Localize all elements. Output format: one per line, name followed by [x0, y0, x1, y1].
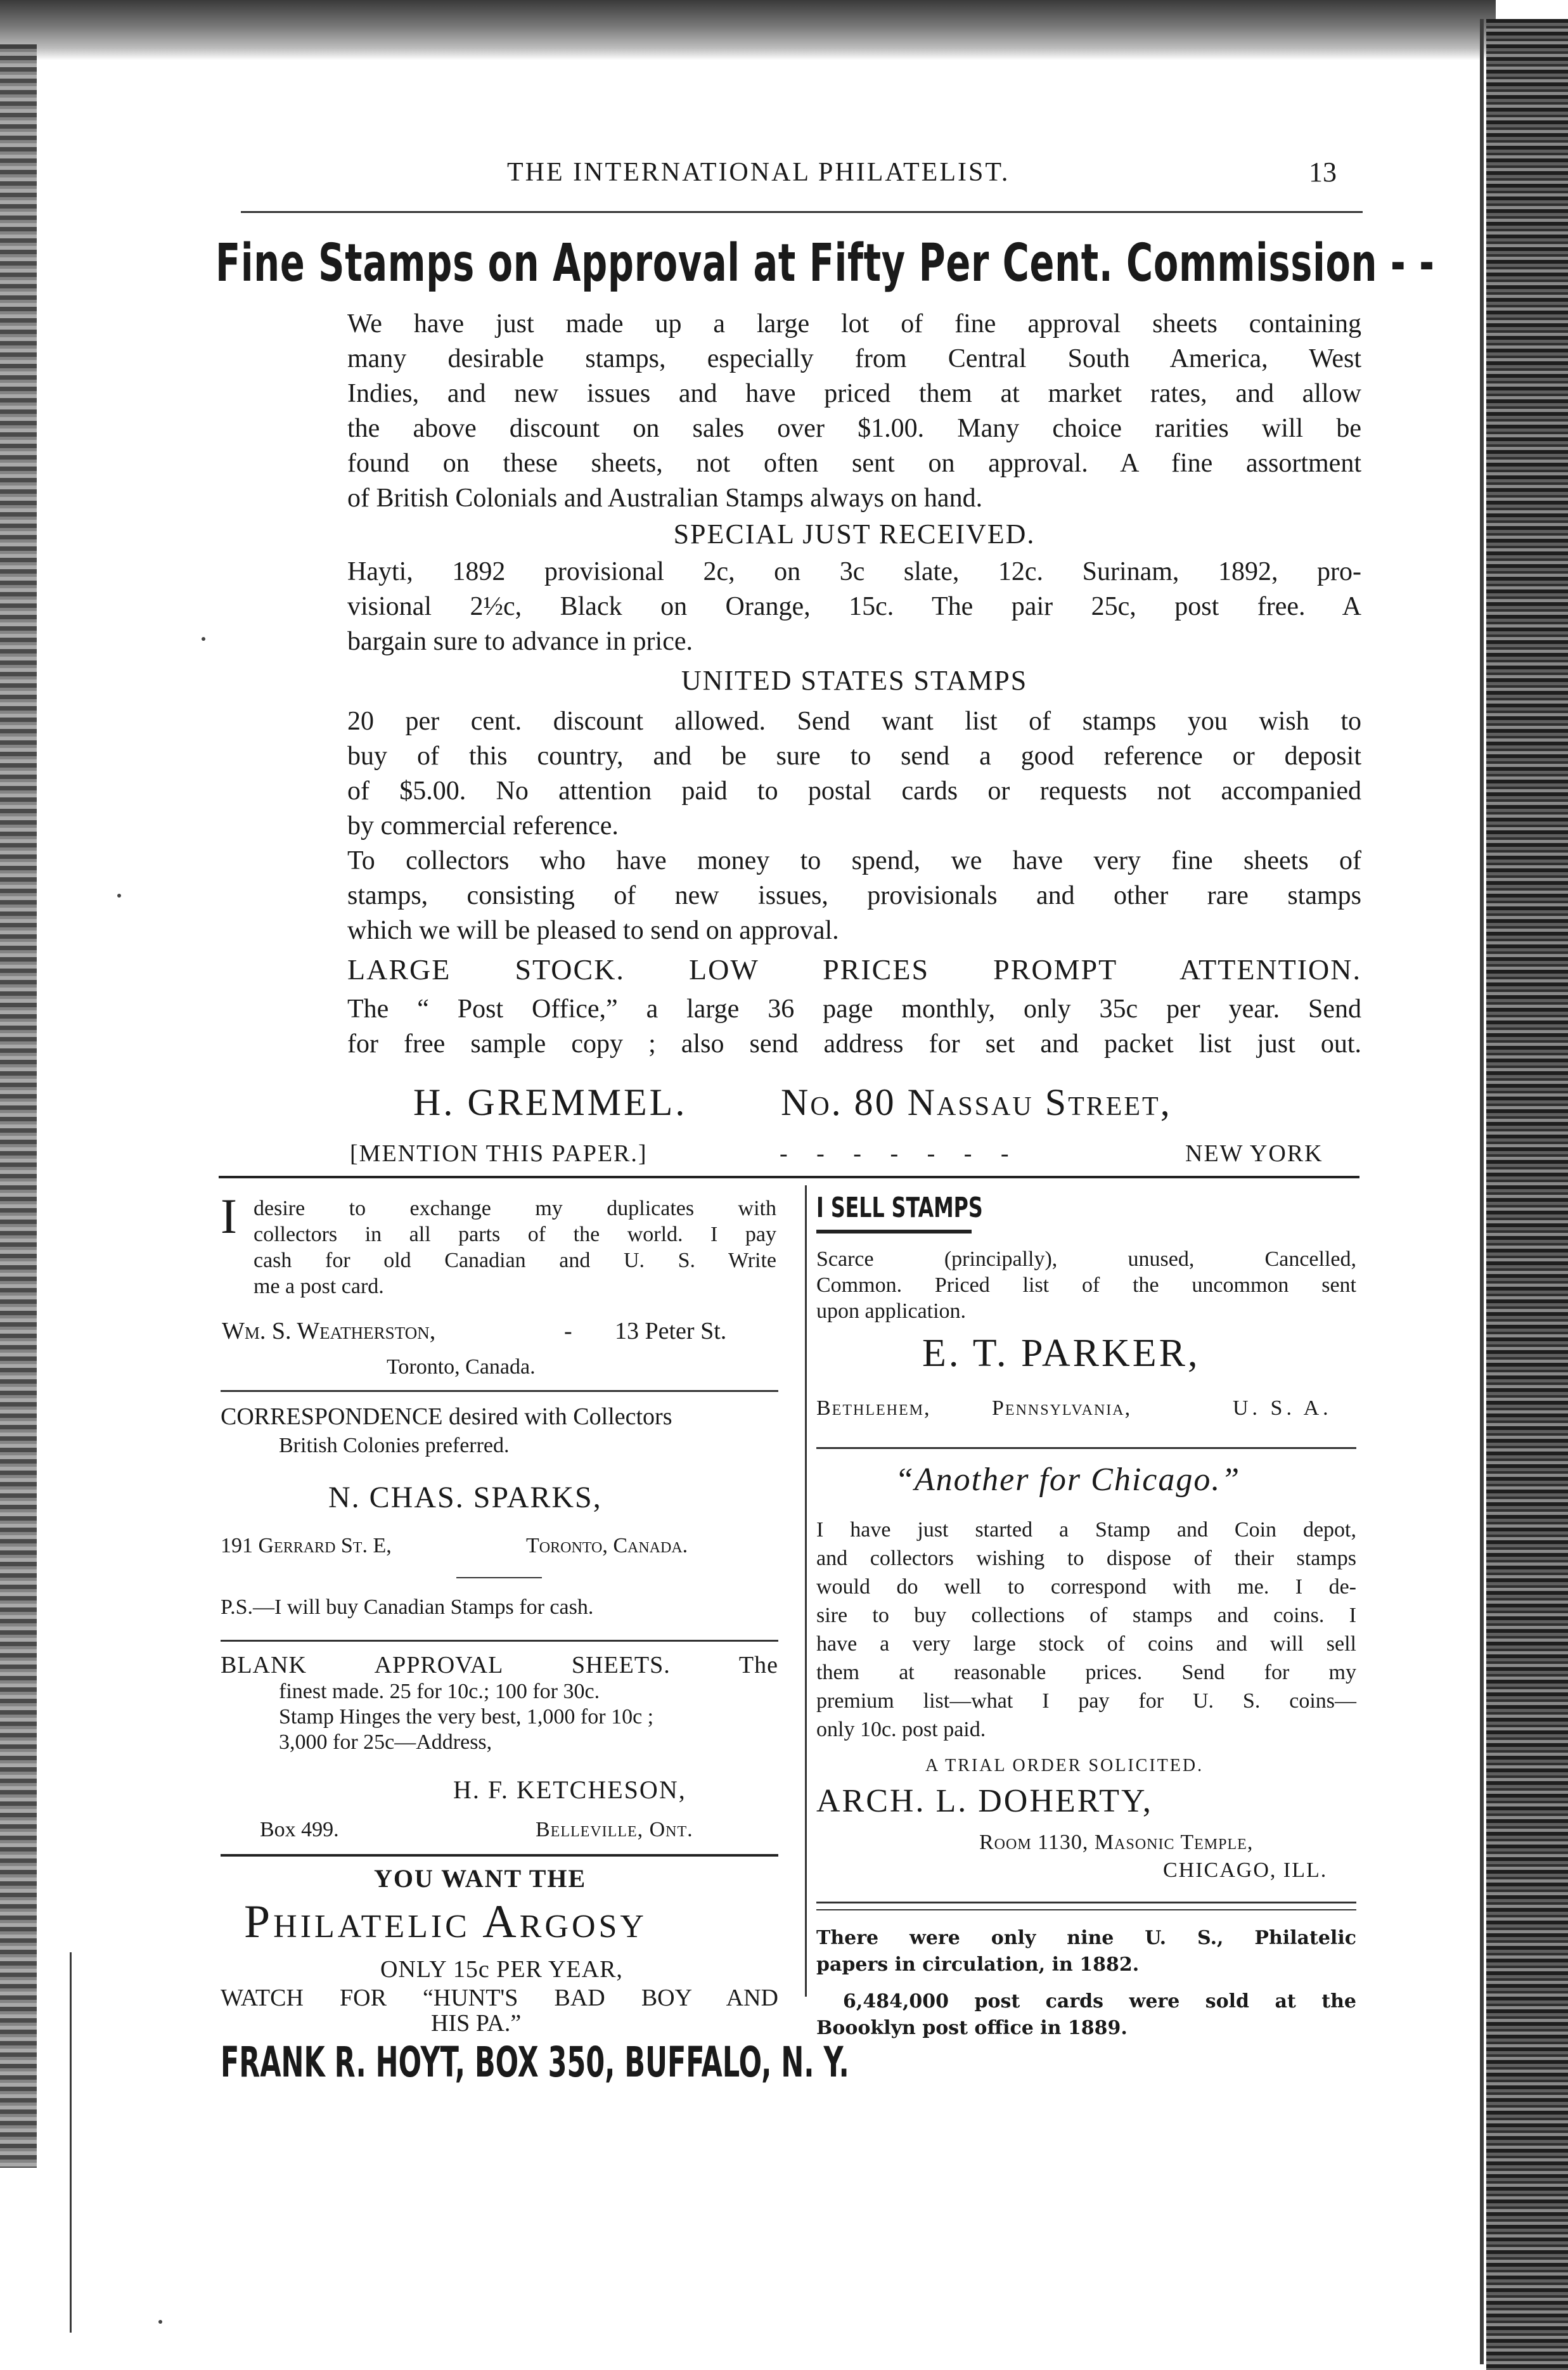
para-line: We have just made up a large lot of fine approval sheets containing — [347, 309, 1361, 338]
ad-heading: “Another for Chicago.” — [895, 1462, 1241, 1498]
ad-line: sire to buy collections of stamps and coins. I — [816, 1604, 1356, 1627]
note-line: There were only nine U. S., Philatelic — [816, 1927, 1356, 1949]
para-line: To collectors who have money to spend, we have very fine sheets of — [347, 846, 1361, 875]
column-divider — [805, 1185, 807, 1997]
city: Toronto, Canada. — [387, 1355, 536, 1379]
ad-line: BLANK APPROVAL SHEETS. The — [221, 1652, 778, 1678]
advertiser-name: E. T. PARKER, — [922, 1332, 1200, 1375]
publication-title: Philatelic Argosy — [244, 1896, 647, 1948]
advertiser-name: H. F. KETCHESON, — [453, 1775, 686, 1804]
ad-rule — [816, 1447, 1356, 1449]
ad-line: HIS PA.” — [431, 2010, 522, 2037]
drop-cap: I — [221, 1188, 237, 1244]
header-rule — [241, 211, 1363, 213]
ad-rule — [221, 1640, 778, 1642]
note-line: papers in circulation, in 1882. — [816, 1954, 1140, 1976]
para-line: of $5.00. No attention paid to postal cards or requests not accompanied — [347, 776, 1361, 806]
note-line: Boooklyn post office in 1889. — [816, 2017, 1128, 2039]
section-rule — [219, 1176, 1359, 1178]
ad-line: Common. Priced list of the uncommon sent — [816, 1273, 1356, 1297]
ad-line: Scarce (principally), unused, Cancelled, — [816, 1247, 1356, 1271]
para-line: Indies, and new issues and have priced them at market rates, and allow — [347, 379, 1361, 408]
subscription-price: ONLY 15c PER YEAR, — [380, 1956, 623, 1983]
dash: - — [564, 1318, 572, 1344]
dash-leader: - - - - - - - — [780, 1140, 1020, 1167]
ad-heading: I SELL STAMPS — [816, 1192, 983, 1224]
state: Pennsylvania, — [992, 1396, 1132, 1420]
scan-edge-right-line — [1480, 19, 1484, 2364]
heading-underline — [816, 1230, 972, 1233]
city: CHICAGO, ILL. — [1163, 1858, 1328, 1882]
ad-headline: Fine Stamps on Approval at Fifty Per Cent. Commission - - — [215, 233, 1435, 293]
us-stamps-heading: UNITED STATES STAMPS — [681, 665, 1028, 696]
town: Bethlehem, — [816, 1396, 931, 1420]
ad-line: premium list—what I pay for U. S. coins— — [816, 1689, 1356, 1713]
scan-edge-right — [1486, 19, 1568, 2370]
ad-line: British Colonies preferred. — [279, 1434, 510, 1457]
para-line: stamps, consisting of new issues, provisionals and other rare stamps — [347, 881, 1361, 910]
para-line: by commercial reference. — [347, 811, 619, 840]
advertiser-name: N. CHAS. SPARKS, — [328, 1481, 602, 1514]
para-line: found on these sheets, not often sent on approval. A fine assortment — [347, 449, 1361, 478]
mention-paper: [MENTION THIS PAPER.] — [350, 1140, 648, 1167]
ad-line: CORRESPONDENCE desired with Collectors — [221, 1403, 672, 1430]
ad-line: have a very large stock of coins and will sell — [816, 1632, 1356, 1656]
ad-line: 3,000 for 25c—Address, — [279, 1730, 492, 1754]
ad-line: would do well to correspond with me. I de- — [816, 1575, 1356, 1599]
city: Belleville, Ont. — [536, 1818, 693, 1841]
ad-line: me a post card. — [254, 1275, 384, 1298]
scan-speck — [202, 637, 205, 641]
special-heading: SPECIAL JUST RECEIVED. — [673, 518, 1036, 550]
ad-line: and collectors wishing to dispose of their stamps — [816, 1547, 1356, 1570]
running-title: THE INTERNATIONAL PHILATELIST. — [507, 158, 1010, 187]
street-address: 13 Peter St. — [615, 1318, 727, 1344]
para-line: the above discount on sales over $1.00. Many choice rarities will be — [347, 414, 1361, 443]
para-line: which we will be pleased to send on approval. — [347, 916, 839, 945]
ad-line: WATCH FOR “HUNT'S BAD BOY AND — [221, 1985, 778, 2011]
advertiser-name: H. GREMMEL. — [413, 1081, 688, 1123]
city-new-york: NEW YORK — [1185, 1140, 1323, 1167]
country: U. S. A. — [1233, 1396, 1332, 1420]
ad-line: cash for old Canadian and U. S. Write — [254, 1249, 776, 1272]
ad-rule — [816, 1902, 1356, 1903]
note-line: 6,484,000 post cards were sold at the — [843, 1990, 1356, 2013]
para-line: of British Colonials and Australian Stamps always on hand. — [347, 484, 983, 513]
postscript: P.S.—I will buy Canadian Stamps for cash. — [221, 1595, 594, 1619]
para-line: many desirable stamps, especially from Central South America, West — [347, 344, 1361, 373]
city: Toronto, Canada. — [526, 1534, 688, 1557]
advertiser-name: Wm. S. Weatherston, — [222, 1318, 436, 1344]
ad-line: collectors in all parts of the world. I pay — [254, 1223, 776, 1246]
ad-rule — [221, 1390, 778, 1392]
ad-rule — [816, 1909, 1356, 1910]
para-line: 20 per cent. discount allowed. Send want list of stamps you wish to — [347, 707, 1361, 736]
ad-line: I have just started a Stamp and Coin depot, — [816, 1518, 1356, 1542]
para-line: bargain sure to advance in price. — [347, 627, 693, 656]
scan-edge-left — [0, 44, 37, 2168]
ad-rule — [221, 1854, 778, 1857]
scan-speck — [117, 894, 121, 898]
ad-line: them at reasonable prices. Send for my — [816, 1661, 1356, 1684]
ad-line: only 10c. post paid. — [816, 1718, 986, 1741]
ad-line: desire to exchange my duplicates with — [254, 1197, 776, 1220]
para-line: buy of this country, and be sure to send a good reference or deposit — [347, 742, 1361, 771]
para-line: visional 2½c, Black on Orange, 15c. The pair 25c, post free. A — [347, 592, 1361, 621]
scan-speck — [158, 2320, 162, 2324]
short-rule — [456, 1577, 542, 1578]
para-line: Hayti, 1892 provisional 2c, on 3c slate, 12c. Surinam, 1892, pro- — [347, 557, 1361, 586]
publisher-line: FRANK R. HOYT, BOX 350, BUFFALO, N. Y. — [221, 2038, 849, 2087]
para-line: The “ Post Office,” a large 36 page monthly, only 35c per year. Send — [347, 995, 1361, 1024]
page-number: 13 — [1309, 157, 1337, 188]
scan-stroke-left — [70, 1952, 72, 2333]
ad-lead: YOU WANT THE — [374, 1864, 587, 1893]
slogan: LARGE STOCK. LOW PRICES PROMPT ATTENTION. — [347, 953, 1361, 986]
ad-line: finest made. 25 for 10c.; 100 for 30c. — [279, 1680, 600, 1703]
box-number: Box 499. — [260, 1818, 339, 1841]
street-address: 191 Gerrard St. E, — [221, 1534, 392, 1557]
room-address: Room 1130, Masonic Temple, — [979, 1831, 1254, 1854]
advertiser-address: No. 80 Nassau Street, — [781, 1081, 1172, 1123]
advertiser-name: ARCH. L. DOHERTY, — [816, 1783, 1153, 1819]
ad-line: upon application. — [816, 1299, 967, 1323]
ad-line: Stamp Hinges the very best, 1,000 for 10c ; — [279, 1705, 654, 1729]
scan-edge-top — [0, 0, 1496, 60]
trial-order: A TRIAL ORDER SOLICITED. — [925, 1756, 1204, 1775]
para-line: for free sample copy ; also send address for set and packet list just out. — [347, 1029, 1361, 1059]
